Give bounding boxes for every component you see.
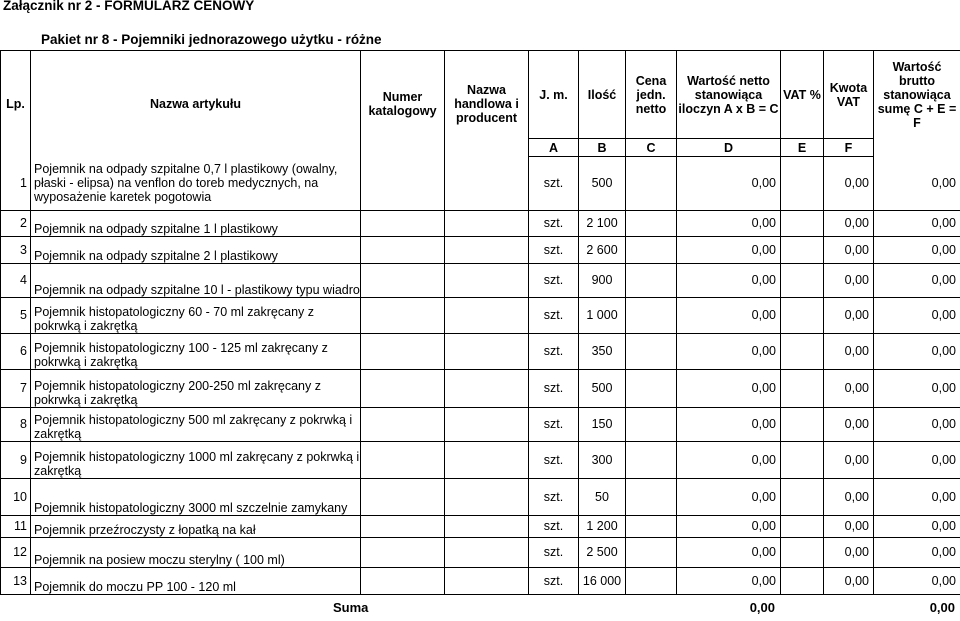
row-number: 9 <box>1 441 31 478</box>
row-number: 1 <box>1 156 31 210</box>
table-row <box>1 537 960 567</box>
unit-price-cell <box>626 478 677 515</box>
trade-name <box>445 333 529 369</box>
quantity-cell: 50 <box>579 478 626 515</box>
row-number: 8 <box>1 407 31 441</box>
quantity-cell: 2 100 <box>579 210 626 236</box>
catalog-number <box>361 333 445 369</box>
quantity-cell: 350 <box>579 333 626 369</box>
header-lp: Lp. <box>1 51 31 157</box>
row-number: 7 <box>1 369 31 407</box>
article-name: Pojemnik histopatologiczny 60 - 70 ml zakręcany z pokrwką i zakrętką <box>31 297 361 333</box>
vat-pct-cell <box>781 441 824 478</box>
unit-cell: szt. <box>529 263 579 297</box>
table-row <box>1 441 960 478</box>
row-number: 2 <box>1 210 31 236</box>
catalog-number <box>361 263 445 297</box>
table-row <box>1 263 960 297</box>
table-row <box>1 567 960 594</box>
catalog-number <box>361 478 445 515</box>
vat-pct-cell <box>781 515 824 537</box>
unit-price-cell <box>626 441 677 478</box>
vat-pct-cell <box>781 537 824 567</box>
gross-value-cell: 0,00 <box>874 210 960 236</box>
table-row <box>1 156 960 210</box>
gross-value-cell: 0,00 <box>874 236 960 263</box>
article-name: Pojemnik na odpady szpitalne 10 l - plastikowy typu wiadro <box>31 263 361 297</box>
table-row <box>1 515 960 537</box>
vat-pct-cell <box>781 210 824 236</box>
quantity-cell: 900 <box>579 263 626 297</box>
vat-amount-cell: 0,00 <box>824 407 874 441</box>
vat-pct-cell <box>781 369 824 407</box>
total-row <box>1 594 960 620</box>
quantity-cell: 500 <box>579 156 626 210</box>
vat-pct-cell <box>781 478 824 515</box>
unit-cell: szt. <box>529 441 579 478</box>
trade-name <box>445 210 529 236</box>
gross-value-cell: 0,00 <box>874 567 960 594</box>
header-vat-amount: Kwota VAT <box>824 51 874 139</box>
total-net: 0,00 <box>749 600 775 615</box>
net-value-cell: 0,00 <box>677 263 781 297</box>
unit-price-cell <box>626 156 677 210</box>
vat-pct-cell <box>781 297 824 333</box>
unit-cell: szt. <box>529 297 579 333</box>
catalog-number <box>361 156 445 210</box>
header-trade-name: Nazwa handlowa i producent <box>445 51 529 157</box>
catalog-number <box>361 210 445 236</box>
article-name: Pojemnik przeźroczysty z łopatką na kał <box>31 515 361 537</box>
gross-value-cell: 0,00 <box>874 537 960 567</box>
net-value-cell: 0,00 <box>677 537 781 567</box>
vat-amount-cell: 0,00 <box>824 236 874 263</box>
gross-value-cell: 0,00 <box>874 333 960 369</box>
net-value-cell: 0,00 <box>677 236 781 263</box>
unit-cell: szt. <box>529 478 579 515</box>
unit-price-cell <box>626 333 677 369</box>
vat-amount-cell: 0,00 <box>824 567 874 594</box>
table-row <box>1 478 960 515</box>
gross-value-cell: 0,00 <box>874 407 960 441</box>
vat-amount-cell: 0,00 <box>824 210 874 236</box>
net-value-cell: 0,00 <box>677 369 781 407</box>
letter-e: E <box>781 139 824 157</box>
trade-name <box>445 156 529 210</box>
trade-name <box>445 441 529 478</box>
article-name: Pojemnik histopatologiczny 500 ml zakręcany z pokrwką i zakrętką <box>31 407 361 441</box>
row-number: 3 <box>1 236 31 263</box>
quantity-cell: 300 <box>579 441 626 478</box>
gross-value-cell: 0,00 <box>874 441 960 478</box>
unit-cell: szt. <box>529 537 579 567</box>
article-name: Pojemnik na odpady szpitalne 0,7 l plastikowy (owalny, płaski - elipsa) na venflon do toreb medycznych, na wyposażenie karetek pogotowia <box>31 156 361 210</box>
trade-name <box>445 297 529 333</box>
unit-cell: szt. <box>529 210 579 236</box>
header-name: Nazwa artykułu <box>31 51 361 157</box>
unit-price-cell <box>626 297 677 333</box>
vat-amount-cell: 0,00 <box>824 333 874 369</box>
trade-name <box>445 515 529 537</box>
header-row <box>1 51 960 139</box>
row-number: 6 <box>1 333 31 369</box>
net-value-cell: 0,00 <box>677 515 781 537</box>
net-value-cell: 0,00 <box>677 478 781 515</box>
catalog-number <box>361 297 445 333</box>
gross-value-cell: 0,00 <box>874 297 960 333</box>
row-number: 13 <box>1 567 31 594</box>
vat-pct-cell <box>781 236 824 263</box>
net-value-cell: 0,00 <box>677 297 781 333</box>
quantity-cell: 150 <box>579 407 626 441</box>
vat-amount-cell: 0,00 <box>824 156 874 210</box>
letter-a: A <box>529 139 579 157</box>
table-row <box>1 236 960 263</box>
catalog-number <box>361 515 445 537</box>
table-row <box>1 210 960 236</box>
letter-c: C <box>626 139 677 157</box>
unit-cell: szt. <box>529 515 579 537</box>
vat-pct-cell <box>781 156 824 210</box>
gross-value-cell: 0,00 <box>874 369 960 407</box>
catalog-number <box>361 236 445 263</box>
quantity-cell: 2 500 <box>579 537 626 567</box>
trade-name <box>445 236 529 263</box>
vat-amount-cell: 0,00 <box>824 263 874 297</box>
article-name: Pojemnik histopatologiczny 100 - 125 ml zakręcany z pokrwką i zakrętką <box>31 333 361 369</box>
trade-name <box>445 567 529 594</box>
price-form-table <box>0 50 960 157</box>
quantity-cell: 2 600 <box>579 236 626 263</box>
unit-cell: szt. <box>529 156 579 210</box>
unit-price-cell <box>626 515 677 537</box>
unit-cell: szt. <box>529 369 579 407</box>
vat-amount-cell: 0,00 <box>824 441 874 478</box>
catalog-number <box>361 441 445 478</box>
vat-pct-cell <box>781 567 824 594</box>
document-title: Załącznik nr 2 - FORMULARZ CENOWY <box>3 0 255 13</box>
catalog-number <box>361 369 445 407</box>
row-number: 11 <box>1 515 31 537</box>
vat-amount-cell: 0,00 <box>824 537 874 567</box>
header-qty: Ilość <box>579 51 626 139</box>
catalog-number <box>361 537 445 567</box>
vat-pct-cell <box>781 333 824 369</box>
table-row <box>1 407 960 441</box>
trade-name <box>445 537 529 567</box>
row-number: 12 <box>1 537 31 567</box>
net-value-cell: 0,00 <box>677 567 781 594</box>
unit-cell: szt. <box>529 333 579 369</box>
article-name: Pojemnik histopatologiczny 1000 ml zakręcany z pokrwką i zakrętką <box>31 441 361 478</box>
vat-amount-cell: 0,00 <box>824 297 874 333</box>
article-name: Pojemnik na odpady szpitalne 1 l plastikowy <box>31 210 361 236</box>
gross-value-cell: 0,00 <box>874 263 960 297</box>
unit-cell: szt. <box>529 236 579 263</box>
unit-price-cell <box>626 210 677 236</box>
header-catalog: Numer katalogowy <box>361 51 445 157</box>
vat-amount-cell: 0,00 <box>824 515 874 537</box>
unit-cell: szt. <box>529 567 579 594</box>
trade-name <box>445 478 529 515</box>
net-value-cell: 0,00 <box>677 210 781 236</box>
package-subtitle: Pakiet nr 8 - Pojemniki jednorazowego użytku - różne <box>41 32 382 47</box>
quantity-cell: 500 <box>579 369 626 407</box>
article-name: Pojemnik na odpady szpitalne 2 l plastikowy <box>31 236 361 263</box>
net-value-cell: 0,00 <box>677 333 781 369</box>
unit-price-cell <box>626 567 677 594</box>
total-gross: 0,00 <box>929 600 955 615</box>
net-value-cell: 0,00 <box>677 407 781 441</box>
letter-f: F <box>824 139 874 157</box>
unit-price-cell <box>626 407 677 441</box>
quantity-cell: 1 200 <box>579 515 626 537</box>
unit-price-cell <box>626 369 677 407</box>
quantity-cell: 1 000 <box>579 297 626 333</box>
header-net-value: Wartość netto stanowiąca iloczyn A x B = C <box>677 51 781 139</box>
header-unit: J. m. <box>529 51 579 139</box>
total-label: Suma <box>333 600 369 615</box>
vat-pct-cell <box>781 263 824 297</box>
row-number: 5 <box>1 297 31 333</box>
unit-price-cell <box>626 263 677 297</box>
gross-value-cell: 0,00 <box>874 156 960 210</box>
header-gross-value: Wartość brutto stanowiąca sumę C + E = F <box>874 51 960 139</box>
net-value-cell: 0,00 <box>677 441 781 478</box>
unit-cell: szt. <box>529 407 579 441</box>
unit-price-cell <box>626 236 677 263</box>
trade-name <box>445 407 529 441</box>
vat-amount-cell: 0,00 <box>824 478 874 515</box>
vat-amount-cell: 0,00 <box>824 369 874 407</box>
header-vat-pct: VAT % <box>781 51 824 139</box>
article-name: Pojemnik histopatologiczny 3000 ml szczelnie zamykany <box>31 478 361 515</box>
net-value-cell: 0,00 <box>677 156 781 210</box>
items-table <box>0 156 960 620</box>
catalog-number <box>361 407 445 441</box>
unit-price-cell <box>626 537 677 567</box>
quantity-cell: 16 000 <box>579 567 626 594</box>
table-row <box>1 297 960 333</box>
article-name: Pojemnik do moczu PP 100 - 120 ml <box>31 567 361 594</box>
table-row <box>1 369 960 407</box>
header-price: Cena jedn. netto <box>626 51 677 139</box>
gross-value-cell: 0,00 <box>874 478 960 515</box>
gross-value-cell: 0,00 <box>874 515 960 537</box>
letter-d: D <box>677 139 781 157</box>
row-number: 10 <box>1 478 31 515</box>
table-row <box>1 333 960 369</box>
article-name: Pojemnik na posiew moczu sterylny ( 100 ml) <box>31 537 361 567</box>
row-number: 4 <box>1 263 31 297</box>
vat-pct-cell <box>781 407 824 441</box>
trade-name <box>445 369 529 407</box>
trade-name <box>445 263 529 297</box>
letter-b: B <box>579 139 626 157</box>
article-name: Pojemnik histopatologiczny 200-250 ml zakręcany z pokrwką i zakrętką <box>31 369 361 407</box>
catalog-number <box>361 567 445 594</box>
